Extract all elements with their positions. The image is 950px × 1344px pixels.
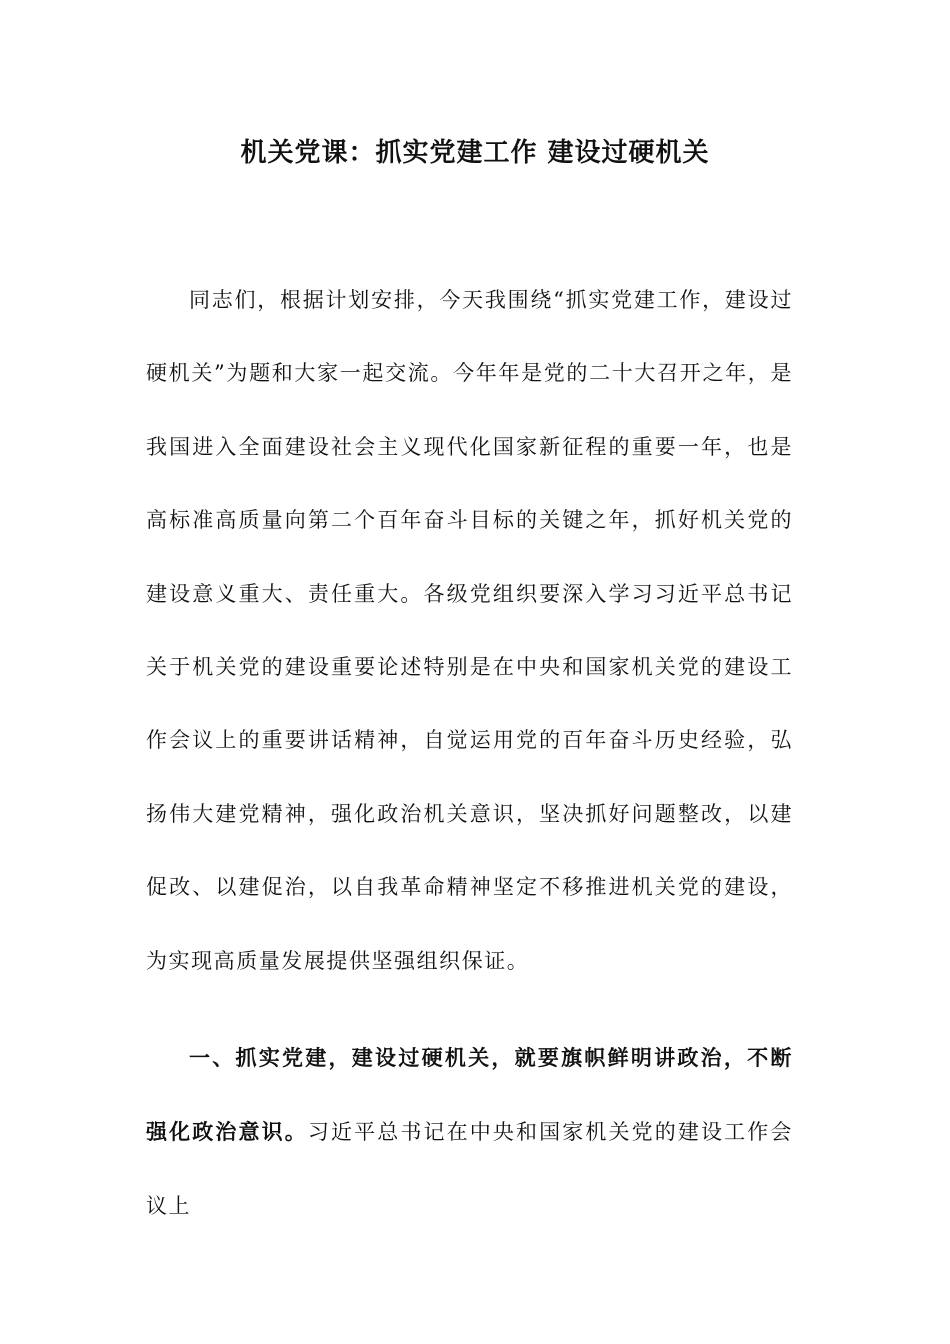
- paragraph-intro: [146, 264, 793, 998]
- document-title: 机关党课：抓实党建工作 建设过硬机关: [240, 138, 710, 168]
- section-one-text: 习近平总书记在中央和国家机关党的建设工作会议上: [146, 1120, 793, 1218]
- section-one-heading: 一、抓实党建，建设过硬机关，就要旗帜鲜明讲政治，不断强化政治意识。: [146, 1045, 793, 1145]
- paragraph-section-one: [146, 1021, 793, 1243]
- paragraph-intro-text: 同志们，根据计划安排，今天我围绕“抓实党建工作，建设过硬机关”为题和大家一起交流。今年年是党的二十大召开之年，是我国进入全面建设社会主义现代化国家新征程的重要一年，也是高标准高质量向第二个百年奋斗目标的关键之年，抓好机关党的建设意义重大、责任重大。各级党组织要深入学习习近平总书记关于机关党的建设重要论述特别是在中央和国家机关党的建设工作会议上的重要讲话精神，自觉运用党的百年奋斗历史经验，弘扬伟大建党精神，强化政治机关意识，坚决抓好问题整改，以建促改、以建促治，以自我革命精神坚定不移推进机关党的建设，为实现高质量发展提供坚强组织保证。: [146, 288, 793, 973]
